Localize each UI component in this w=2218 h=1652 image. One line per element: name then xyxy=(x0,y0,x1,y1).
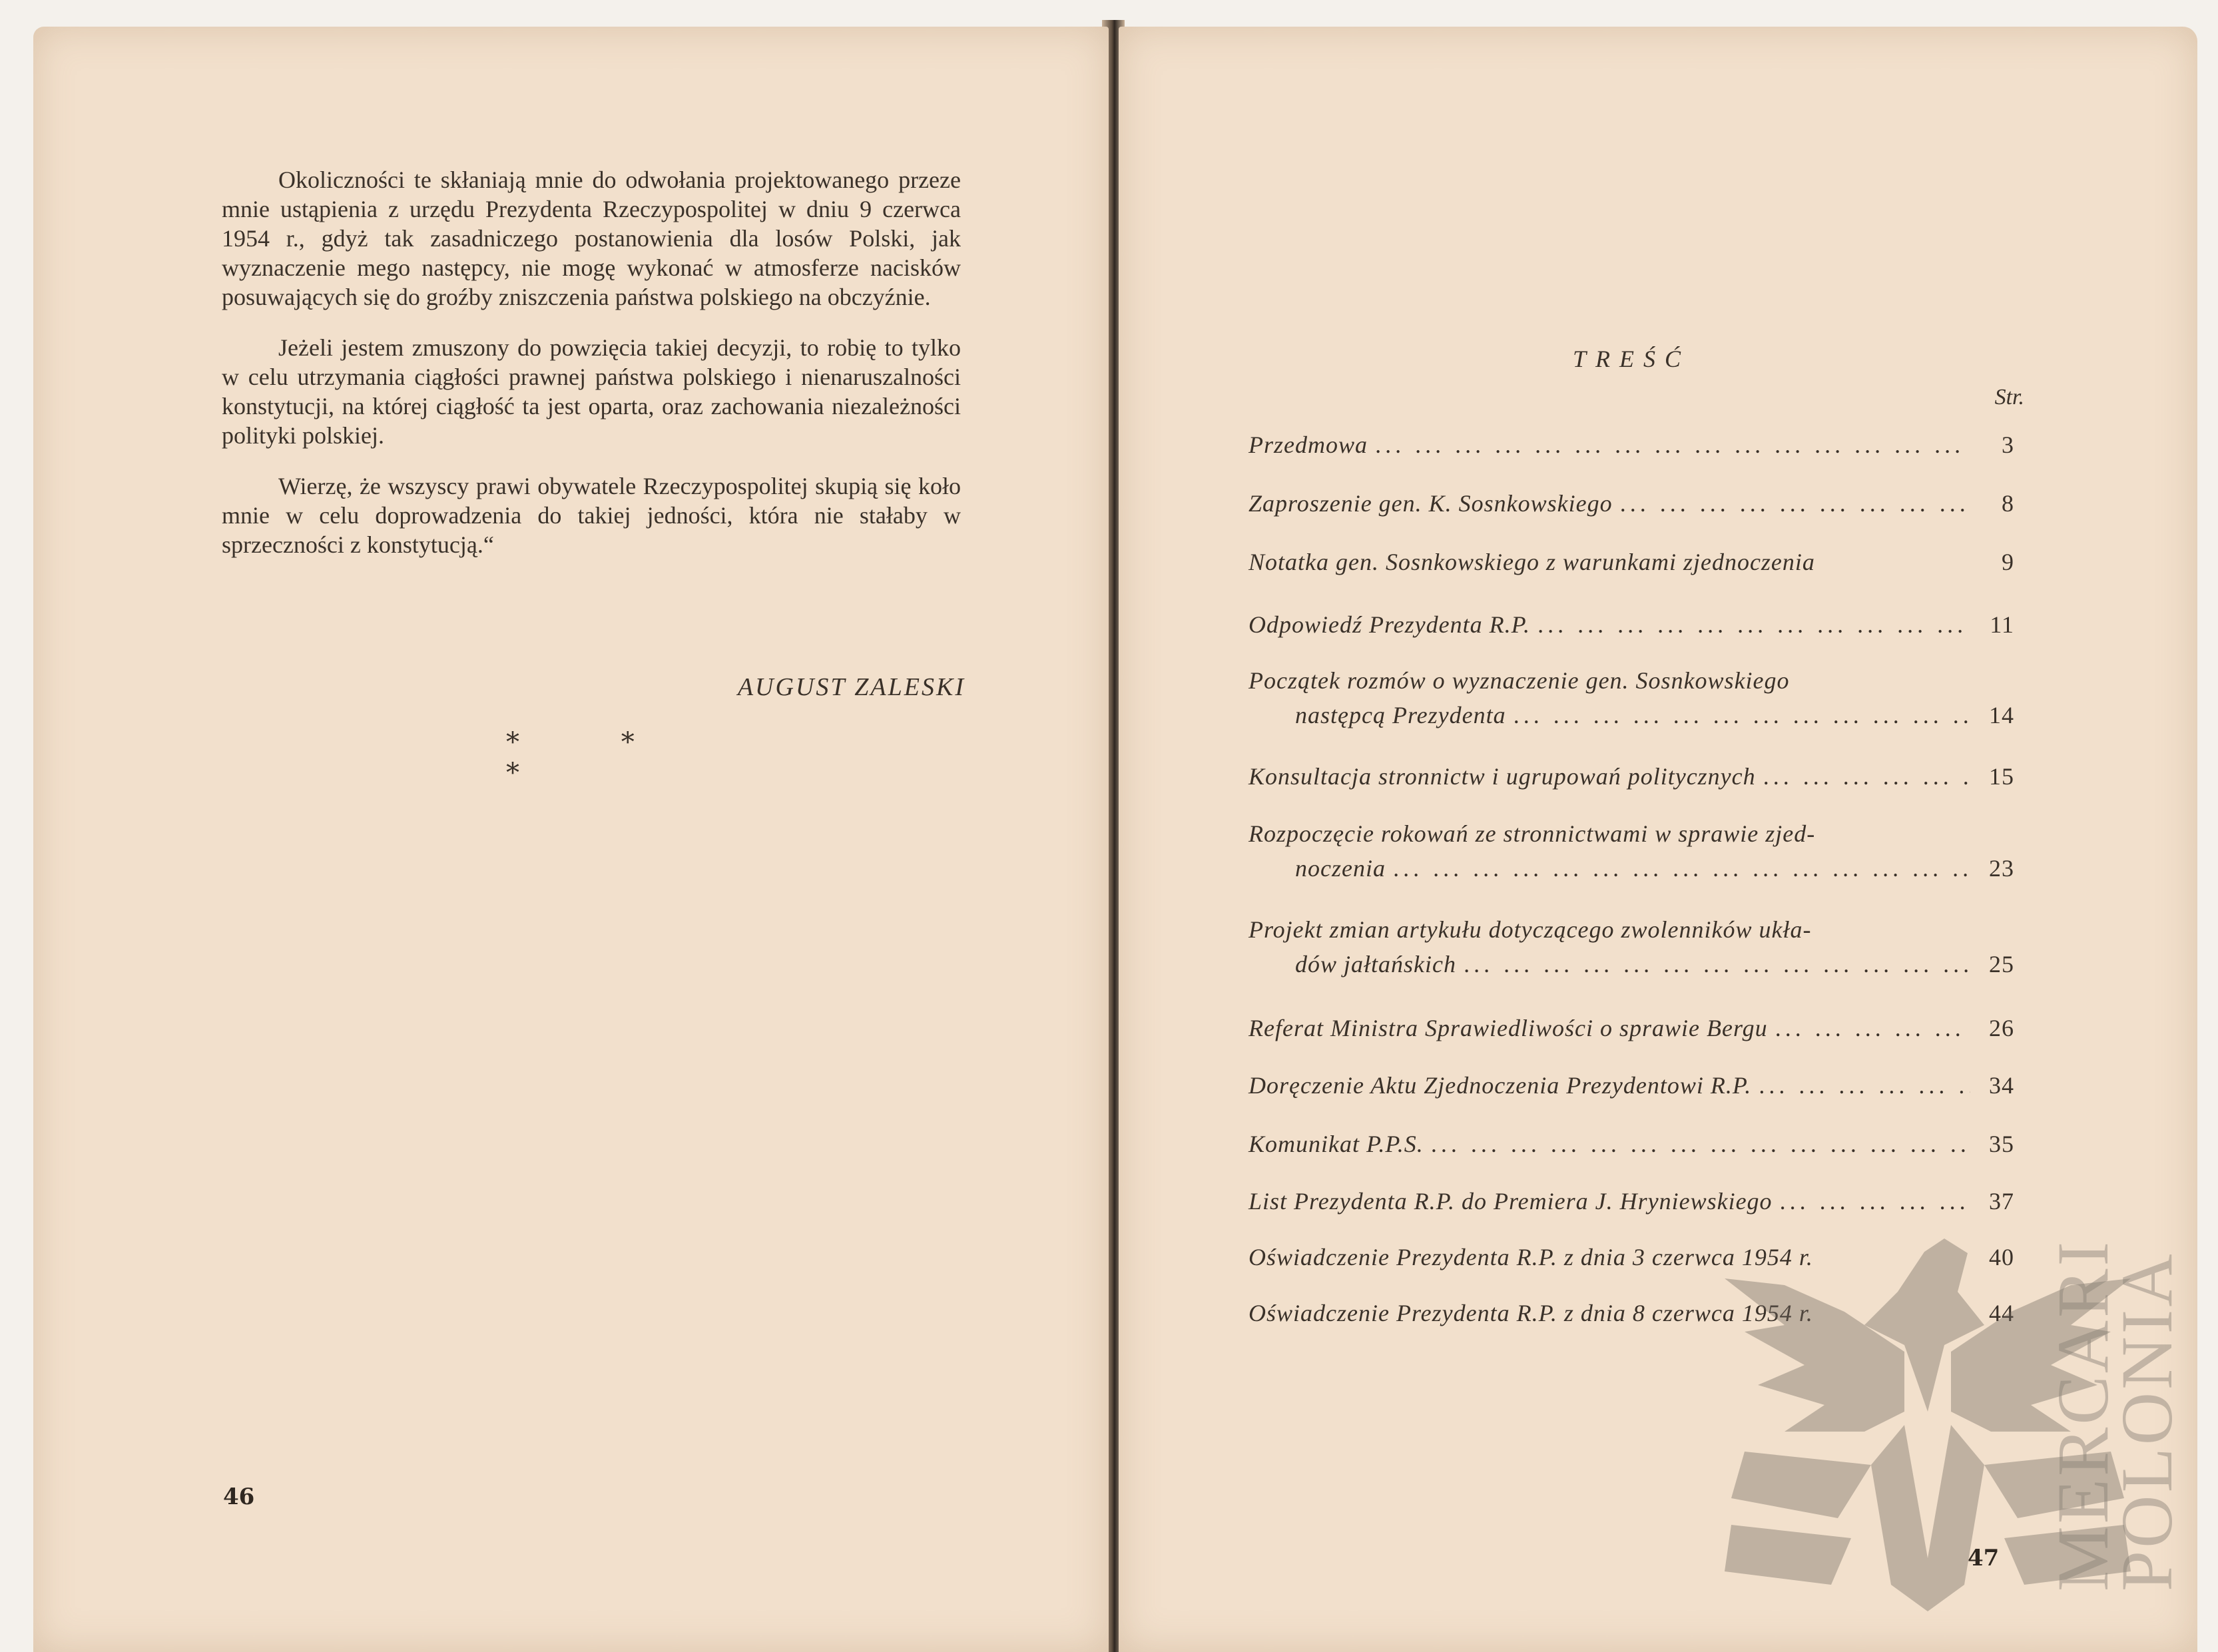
watermark-line-1: MERCARI xyxy=(2042,1239,2123,1591)
toc-entry-title: Zaproszenie gen. K. Sosnkowskiego xyxy=(1248,490,1613,517)
toc-leader-dots xyxy=(1514,698,1970,732)
toc-entry xyxy=(1248,1127,2014,1161)
toc-entry-page: 14 xyxy=(1989,702,2014,728)
toc-entry-title: Oświadczenie Prezydenta R.P. z dnia 3 czerwca 1954 r. xyxy=(1248,1244,1813,1270)
toc-entry xyxy=(1248,816,2014,886)
toc-leader-dots xyxy=(1432,1127,1970,1161)
toc-entry xyxy=(1248,607,2014,642)
toc-entry-title: Notatka gen. Sosnkowskiego z warunkami zjednoczenia xyxy=(1248,549,1815,575)
toc-page-column-header: Str. xyxy=(1994,385,2024,410)
toc-entry-title: Odpowiedź Prezydenta R.P. xyxy=(1248,611,1530,638)
toc-leader-dots xyxy=(1538,607,1970,642)
toc-entry-page: 40 xyxy=(1989,1244,2014,1270)
toc-entry-title: Przedmowa xyxy=(1248,431,1368,458)
toc-entry-page: 9 xyxy=(2002,549,2014,575)
toc-entry-page: 44 xyxy=(1989,1300,2014,1326)
toc-leader-dots xyxy=(1376,427,1970,462)
toc-leader-dots xyxy=(1464,947,1970,981)
toc-entry-title-cont: noczenia xyxy=(1295,855,1386,882)
toc-title: TREŚĆ xyxy=(1572,346,1690,372)
toc-entry-page: 11 xyxy=(1990,611,2014,638)
toc-leader-dots xyxy=(1764,759,1970,794)
toc-entry-page: 23 xyxy=(1989,855,2014,882)
page-number-left: 46 xyxy=(223,1484,255,1510)
toc-entry xyxy=(1248,545,2014,579)
toc-entry-title: Projekt zmian artykułu dotyczącego zwolenników ukła- xyxy=(1248,916,1812,943)
paragraph-3: Wierzę, że wszyscy prawi obywatele Rzeczypospolitej skupią się koło mnie w celu doprowadzenia do takiej jedności, która nie stałaby w sprzeczności z konstytucją.“ xyxy=(222,473,961,558)
toc-entry-title: Komunikat P.P.S. xyxy=(1248,1131,1424,1157)
toc-entry xyxy=(1248,1011,2014,1045)
toc-entry-page: 37 xyxy=(1989,1188,2014,1215)
toc-leader-dots xyxy=(1776,1011,1970,1045)
toc-entry-title: Referat Ministra Sprawiedliwości o sprawie Bergu xyxy=(1248,1015,1768,1041)
paragraph-2: Jeżeli jestem zmuszony do powzięcia takiej decyzji, to robię to tylko w celu utrzymania ciągłości prawnej państwa polskiego i nienaruszalności konstytucji, na której ciągłość ta jest oparta, oraz zachowania niezależności polityki polskiej. xyxy=(222,334,961,449)
toc-entry-page: 8 xyxy=(2002,490,2014,517)
toc-entry-page: 26 xyxy=(1989,1015,2014,1041)
paragraph-1: Okoliczności te skłaniają mnie do odwołania projektowanego przeze mnie ustąpienia z urzędu Prezydenta Rzeczypospolitej w dniu 9 czerwca 1954 r., gdyż tak zasadniczego postanowienia dla losów Polski, jak wyznaczenie mego następcy, nie mogę wykonać w atmosferze nacisków posuwających się do groźby zniszczenia państwa polskiego na obczyźnie. xyxy=(222,166,961,310)
section-separator: * * * xyxy=(506,727,681,788)
toc-entry-page: 35 xyxy=(1989,1131,2014,1157)
toc-entry-title: Oświadczenie Prezydenta R.P. z dnia 8 czerwca 1954 r. xyxy=(1248,1300,1813,1326)
toc-leader-dots xyxy=(1759,1068,1970,1103)
toc-entry xyxy=(1248,759,2014,794)
toc-entry-page: 25 xyxy=(1989,951,2014,977)
toc-entry-title: Doręczenie Aktu Zjednoczenia Prezydentowi R.P. xyxy=(1248,1072,1752,1099)
toc-entry-title-cont: dów jałtańskich xyxy=(1295,951,1456,977)
left-page-body xyxy=(222,165,961,581)
toc-entry-title: Początek rozmów o wyznaczenie gen. Sosnkowskiego xyxy=(1248,667,1790,694)
toc-entry-page: 15 xyxy=(1989,763,2014,790)
toc-entry-page: 34 xyxy=(1989,1072,2014,1099)
toc-entry-page: 3 xyxy=(2002,431,2014,458)
toc-entry-title: List Prezydenta R.P. do Premiera J. Hryniewskiego xyxy=(1248,1188,1773,1215)
toc-entry xyxy=(1248,427,2014,462)
toc-entry-title-cont: następcą Prezydenta xyxy=(1295,702,1506,728)
toc-leader-dots xyxy=(1621,486,1970,521)
toc-leader-dots xyxy=(1394,851,1970,886)
toc-entry xyxy=(1248,663,2014,732)
toc-entry xyxy=(1248,486,2014,521)
toc-entry xyxy=(1248,1068,2014,1103)
signature: AUGUST ZALESKI xyxy=(737,673,966,701)
watermark-line-2: POLONIA xyxy=(2106,1251,2187,1591)
watermark-text xyxy=(2042,1239,2187,1591)
toc-entry xyxy=(1248,912,2014,981)
toc-entry-title: Rozpoczęcie rokowań ze stronnictwami w sprawie zjed- xyxy=(1248,820,1816,847)
toc-entry-title: Konsultacja stronnictw i ugrupowań politycznych xyxy=(1248,763,1756,790)
page-number-right: 47 xyxy=(1968,1545,2000,1571)
